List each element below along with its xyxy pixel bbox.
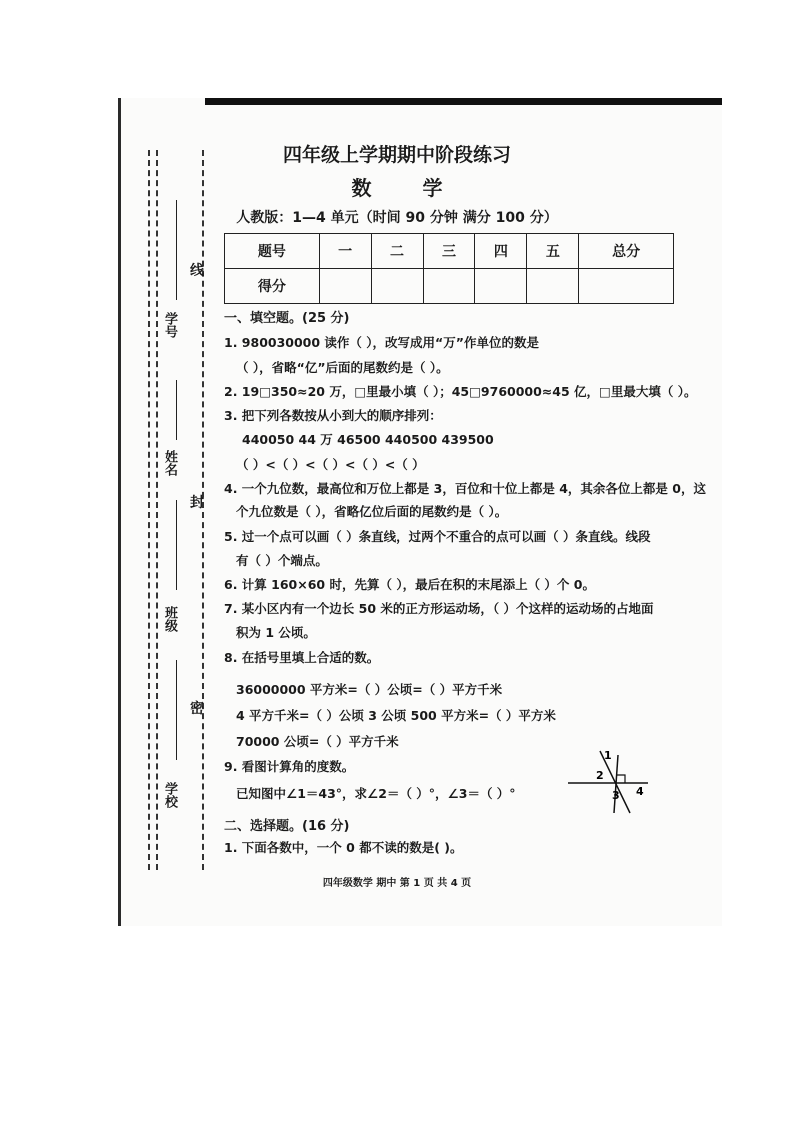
question-line: 已知图中∠1＝43°，求∠2＝（ ）°，∠3＝（ ）° bbox=[236, 786, 516, 801]
field-label-xingming: 姓名 bbox=[162, 450, 177, 476]
score-cell-empty[interactable] bbox=[527, 269, 579, 304]
score-cell-empty[interactable] bbox=[423, 269, 475, 304]
field-label-xuexiao: 学校 bbox=[162, 782, 177, 808]
seal-char-xian: 线 bbox=[190, 263, 204, 279]
question-line: 6. 计算 160×60 时，先算（ ），最后在积的末尾添上（ ）个 0。 bbox=[224, 577, 595, 592]
question-line: 9. 看图计算角的度数。 bbox=[224, 759, 355, 774]
question-line: 积为 1 公顷。 bbox=[236, 625, 316, 640]
field-line-banji bbox=[176, 500, 177, 590]
section2-heading: 二、选择题。(16 分) bbox=[224, 819, 350, 834]
exam-subtitle: 人教版：1—4 单元（时间 90 分钟 满分 100 分） bbox=[236, 210, 558, 226]
question-line: （ ），省略“亿”后面的尾数约是（ ）。 bbox=[236, 360, 449, 375]
subject-title: 数 学 bbox=[351, 176, 465, 200]
question-line: 1. 980030000 读作（ ），改写成用“万”作单位的数是 bbox=[224, 335, 539, 350]
binding-dashed-line-2 bbox=[156, 150, 158, 870]
score-table-header-row bbox=[225, 234, 674, 269]
angle-figure bbox=[560, 745, 650, 815]
score-cell-header: 五 bbox=[527, 234, 579, 269]
field-line-xuexiao bbox=[176, 660, 177, 760]
exam-title: 四年级上学期期中阶段练习 bbox=[282, 144, 511, 166]
angle-line-vertical bbox=[614, 755, 618, 813]
page-footer: 四年级数学 期中 第 1 页 共 4 页 bbox=[322, 878, 472, 889]
field-label-banji: 班级 bbox=[162, 606, 177, 632]
score-cell-header: 四 bbox=[475, 234, 527, 269]
section1-heading: 一、填空题。(25 分) bbox=[224, 311, 350, 326]
question-line: 3. 把下列各数按从小到大的顺序排列： bbox=[224, 408, 442, 423]
score-cell-empty[interactable] bbox=[475, 269, 527, 304]
score-cell-header: 三 bbox=[423, 234, 475, 269]
score-table bbox=[224, 233, 674, 304]
score-cell-header: 二 bbox=[371, 234, 423, 269]
question-line: 36000000 平方米=（ ）公顷=（ ）平方千米 bbox=[236, 682, 503, 697]
binding-dashed-line-1 bbox=[148, 150, 150, 870]
question-line: （ ）<（ ）<（ ）<（ ）<（ ） bbox=[236, 457, 425, 472]
score-row-label: 得分 bbox=[225, 269, 320, 304]
angle-label-2: 2 bbox=[596, 769, 604, 782]
paper-top-edge bbox=[205, 98, 722, 105]
score-cell-header: 一 bbox=[319, 234, 371, 269]
question-line: 有（ ）个端点。 bbox=[236, 553, 328, 568]
angle-label-4: 4 bbox=[636, 785, 644, 798]
score-cell-empty[interactable] bbox=[319, 269, 371, 304]
seal-char-mi: 密 bbox=[190, 701, 204, 717]
question-line: 4 平方千米=（ ）公顷 3 公顷 500 平方米=（ ）平方米 bbox=[236, 708, 556, 723]
field-line-xingming bbox=[176, 380, 177, 440]
question-line: 个九位数是（ ），省略亿位后面的尾数约是（ ）。 bbox=[236, 504, 508, 519]
question-line: 70000 公顷=（ ）平方千米 bbox=[236, 734, 399, 749]
question-line: 1. 下面各数中，一个 0 都不读的数是( )。 bbox=[224, 840, 463, 855]
question-line: 8. 在括号里填上合适的数。 bbox=[224, 650, 380, 665]
score-cell-empty[interactable] bbox=[371, 269, 423, 304]
score-cell-header: 题号 bbox=[225, 234, 320, 269]
field-label-xuehao: 学号 bbox=[162, 312, 177, 338]
question-line: 7. 某小区内有一个边长 50 米的正方形运动场，（ ）个这样的运动场的占地面 bbox=[224, 601, 654, 616]
question-line: 2. 19□350≈20 万，□里最小填（ ）；45□9760000≈45 亿，□里最大填（ ）。 bbox=[224, 384, 697, 399]
question-line: 4. 一个九位数，最高位和万位上都是 3，百位和十位上都是 4，其余各位上都是 0，这 bbox=[224, 481, 706, 496]
angle-label-3: 3 bbox=[612, 789, 620, 802]
right-angle-mark bbox=[617, 775, 625, 783]
score-cell-header: 总分 bbox=[579, 234, 674, 269]
seal-char-feng: 封 bbox=[190, 495, 204, 511]
score-cell-empty[interactable] bbox=[579, 269, 674, 304]
angle-label-1: 1 bbox=[604, 749, 612, 762]
question-line: 5. 过一个点可以画（ ）条直线，过两个不重合的点可以画（ ）条直线。线段 bbox=[224, 529, 651, 544]
question-line: 440050 44 万 46500 440500 439500 bbox=[242, 432, 494, 447]
score-table-score-row bbox=[225, 269, 674, 304]
